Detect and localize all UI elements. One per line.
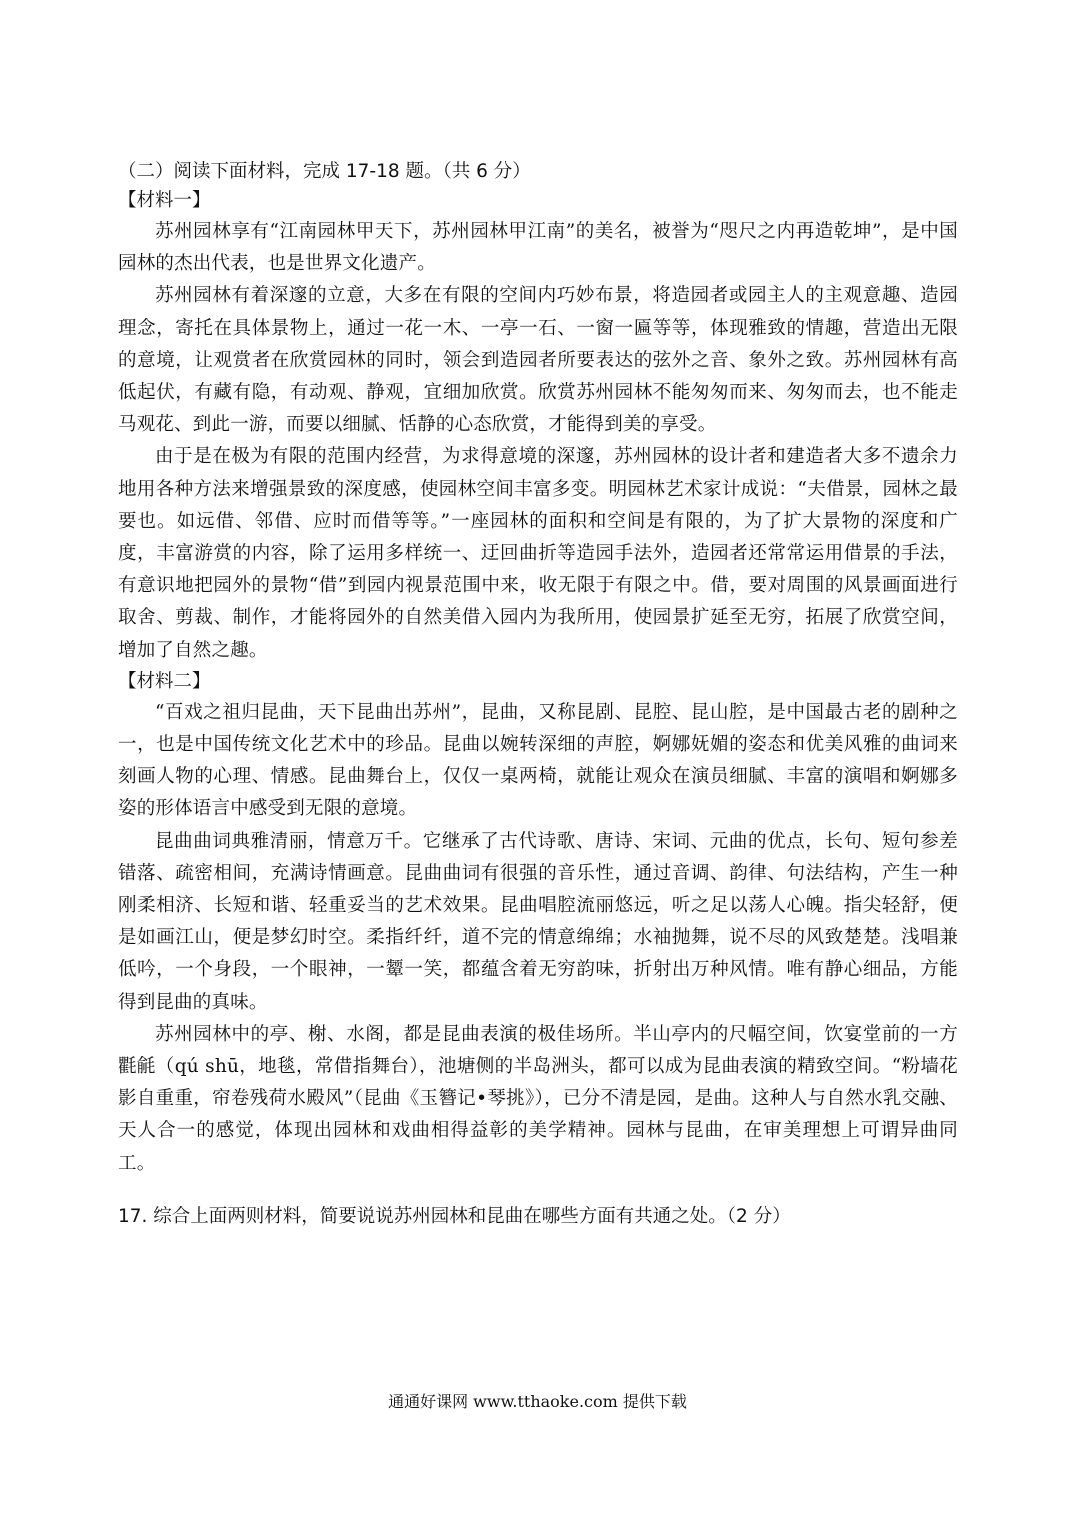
material-1-paragraph-2: 苏州园林有着深邃的立意，大多在有限的空间内巧妙布景，将造园者或园主人的主观意趣、造园理念，寄托在具体景物上，通过一花一木、一亭一石、一窗一匾等等，体现雅致的情趣，营造出无限的意境，让观赏者在欣赏园林的同时，领会到造园者所要表达的弦外之音、象外之致。苏州园林有高低起伏，有藏有隐，有动观、静观，宜细加欣赏。欣赏苏州园林不能匆匆而来、匆匆而去，也不能走马观花、到此一游，而要以细腻、恬静的心态欣赏，才能得到美的享受。 <box>118 285 958 436</box>
material-2-paragraph-1: “百戏之祖归昆曲，天下昆曲出苏州”，昆曲，又称昆剧、昆腔、昆山腔，是中国最古老的剧种之一，也是中国传统文化艺术中的珍品。昆曲以婉转深细的声腔，婀娜妩媚的姿态和优美风雅的曲词来刻画人物的心理、情感。昆曲舞台上，仅仅一桌两椅，就能让观众在演员细腻、丰富的演唱和婀娜多姿的形体语言中感受到无限的意境。 <box>118 701 958 820</box>
document-page <box>118 158 958 1232</box>
material-1-label: 【材料一】 <box>118 190 211 211</box>
page-footer: 通通好课网 www.tthaoke.com 提供下载 <box>388 1392 687 1411</box>
material-1-paragraph-1: 苏州园林享有“江南园林甲天下，苏州园林甲江南”的美名，被誉为“咫尺之内再造乾坤”，是中国园林的杰出代表，也是世界文化遗产。 <box>118 221 958 275</box>
material-2-paragraph-2: 昆曲曲词典雅清丽，情意万千。它继承了古代诗歌、唐诗、宋词、元曲的优点，长句、短句参差错落、疏密相间，充满诗情画意。昆曲曲词有很强的音乐性，通过音调、韵律、句法结构，产生一种刚柔相济、长短和谐、轻重妥当的艺术效果。昆曲唱腔流丽悠远，听之足以荡人心魄。指尖轻舒，便是如画江山，便是梦幻时空。柔指纤纤，道不完的情意绵绵；水袖抛舞，说不尽的风致楚楚。浅唱兼低吟，一个身段，一个眼神，一颦一笑，都蕴含着无穷韵味，折射出万种风情。唯有静心细品，方能得到昆曲的真味。 <box>118 830 958 1013</box>
material-2-paragraph-3: 苏州园林中的亭、榭、水阁，都是昆曲表演的极佳场所。半山亭内的尺幅空间，饮宴堂前的一方氍毹（qú shū，地毯，常借指舞台），池塘侧的半岛洲头，都可以成为昆曲表演的精致空间。“粉墙花影自重重，帘卷残荷水殿风”（昆曲《玉簪记•琴挑》），已分不清是园，是曲。这种人与自然水乳交融、天人合一的感觉，体现出园林和戏曲相得益彰的美学精神。园林与昆曲，在审美理想上可谓异曲同工。 <box>118 1023 958 1174</box>
section-header: （二）阅读下面材料，完成 17-18 题。（共 6 分） <box>118 161 531 182</box>
material-1-paragraph-3: 由于是在极为有限的范围内经营，为求得意境的深邃，苏州园林的设计者和建造者大多不遗余力地用各种方法来增强景致的深度感，使园林空间丰富多变。明园林艺术家计成说：“夫借景，园林之最要也。如远借、邻借、应时而借等等。”一座园林的面积和空间是有限的，为了扩大景物的深度和广度，丰富游赏的内容，除了运用多样统一、迂回曲折等造园手法外，造园者还常常运用借景的手法，有意识地把园外的景物“借”到园内视景范围中来，收无限于有限之中。借，要对周围的风景画面进行取舍、剪裁、制作，才能将园外的自然美借入园内为我所用，使园景扩延至无穷，拓展了欣赏空间，增加了自然之趣。 <box>118 446 958 661</box>
material-2-label: 【材料二】 <box>118 670 211 692</box>
question-17: 17. 综合上面两则材料，简要说说苏州园林和昆曲在哪些方面有共通之处。（2 分） <box>118 1205 791 1227</box>
